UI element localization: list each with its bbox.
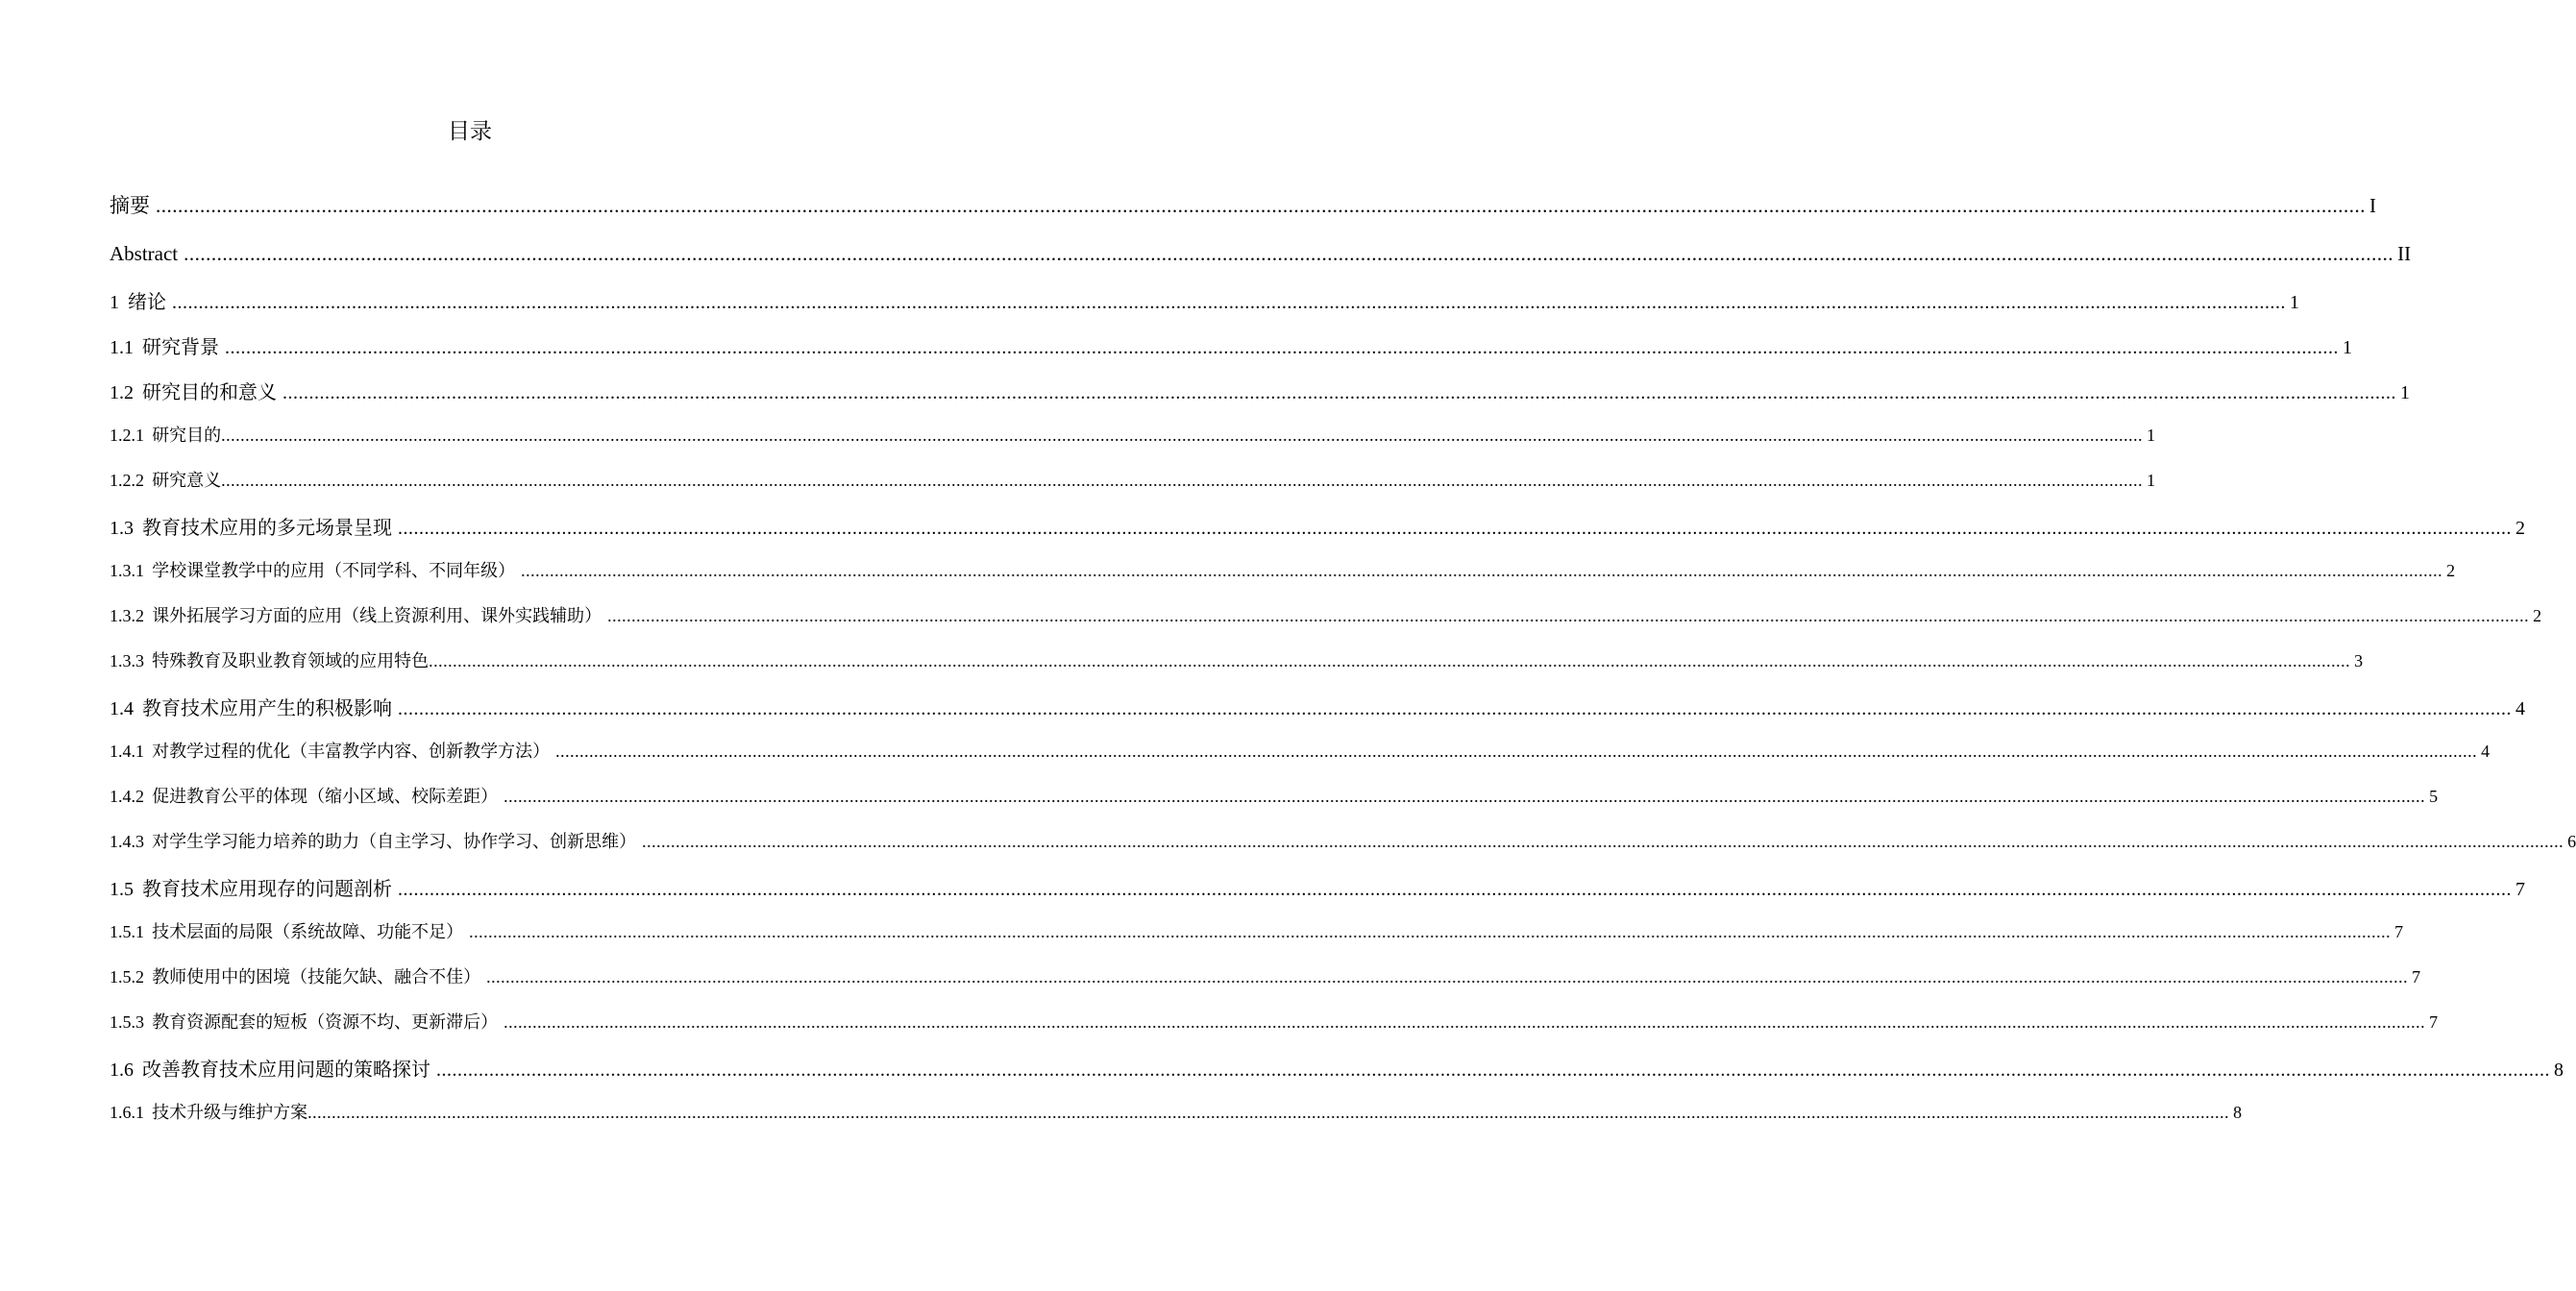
- toc-entry-number: 1: [110, 292, 119, 313]
- dot-leader: ................................................................................................................................................................................................................................................................................................................................................................................................................: [184, 242, 2394, 265]
- dot-leader: ................................................................................................................................................................................................................................................................................................................................................................................................................: [503, 1012, 2426, 1032]
- toc-entry-text: 促进教育公平的体现（缩小区域、校际差距）: [152, 787, 499, 807]
- toc-entry-label: [110, 828, 636, 853]
- toc-entry-text: 技术升级与维护方案: [152, 1103, 308, 1123]
- toc-entry-number: 1.3: [110, 518, 134, 539]
- toc-entry[interactable]: [110, 918, 2404, 963]
- toc-entry-number: 1.6.1: [110, 1103, 144, 1122]
- toc-entry-text: 研究目的和意义: [142, 380, 277, 403]
- toc-entry-label: [110, 557, 515, 582]
- toc-entry-page: 6: [2567, 832, 2576, 851]
- toc-entry-page: 7: [2515, 879, 2525, 900]
- toc-entry-text: 研究背景: [142, 335, 219, 358]
- toc-entry-label: [110, 693, 392, 720]
- toc-entry-page: 4: [2515, 698, 2525, 719]
- dot-leader: ................................................................................................................................................................................................................................................................................................................................................................................................................: [172, 292, 2286, 313]
- toc-entry-label: [110, 873, 392, 901]
- dot-leader: ................................................................................................................................................................................................................................................................................................................................................................................................................: [225, 337, 2339, 358]
- dot-leader: ................................................................................................................................................................................................................................................................................................................................................................................................................: [398, 879, 2512, 900]
- toc-entry-label: [110, 602, 601, 627]
- toc-entry-page: 1: [2343, 337, 2352, 358]
- toc-entry[interactable]: [110, 1099, 2243, 1144]
- toc-entry-number: 1.4: [110, 698, 134, 719]
- toc-entry[interactable]: [110, 512, 2525, 557]
- toc-entry[interactable]: [110, 783, 2439, 828]
- toc-entry-label: [110, 190, 150, 219]
- toc-entry-number: 1.5.3: [110, 1012, 144, 1032]
- toc-entry[interactable]: [110, 377, 2410, 422]
- toc-entry-text: 摘要: [110, 194, 150, 217]
- toc-entry-label: [110, 512, 392, 540]
- dot-leader: ................................................................................................................................................................................................................................................................................................................................................................................................................: [607, 606, 2530, 625]
- toc-entry-number: 1.3.3: [110, 651, 144, 670]
- toc-entry-page: 3: [2354, 651, 2364, 670]
- toc-entry-number: 1.5.1: [110, 922, 144, 941]
- toc-entry-label: [110, 783, 498, 808]
- toc-entry-label: [110, 286, 166, 314]
- dot-leader: ................................................................................................................................................................................................................................................................................................................................................................................................................: [503, 787, 2426, 806]
- toc-entry-text: 教育技术应用的多元场景呈现: [142, 516, 392, 539]
- toc-entry[interactable]: [110, 828, 2576, 873]
- toc-entry[interactable]: [110, 467, 2156, 512]
- page-title: 目录: [448, 119, 492, 144]
- toc-entry-text: 研究目的: [152, 426, 222, 446]
- toc-entry-label: [110, 918, 463, 943]
- toc-entry-text: 改善教育技术应用问题的策略探讨: [142, 1058, 430, 1081]
- toc-entry-number: 1.6: [110, 1060, 134, 1081]
- toc-entry-text: 技术层面的局限（系统故障、功能不足）: [152, 922, 464, 942]
- dot-leader: ................................................................................................................................................................................................................................................................................................................................................................................................................: [398, 698, 2512, 719]
- toc-entry-label: [110, 242, 178, 266]
- toc-entry[interactable]: [110, 963, 2421, 1009]
- toc-entry-label: [110, 738, 550, 763]
- toc-entry-number: 1.1: [110, 337, 134, 358]
- toc-entry-label: [110, 331, 219, 359]
- toc-entry-page: 2: [2446, 561, 2456, 580]
- toc-entry[interactable]: [110, 286, 2299, 331]
- toc-entry[interactable]: [110, 1054, 2564, 1099]
- toc-entry-text: 教育技术应用产生的积极影响: [142, 696, 392, 719]
- toc-entry-text: 对学生学习能力培养的助力（自主学习、协作学习、创新思维）: [152, 832, 637, 852]
- toc-entry-label: [110, 1009, 498, 1034]
- dot-leader: ................................................................................................................................................................................................................................................................................................................................................................................................................: [486, 967, 2409, 987]
- toc-entry[interactable]: [110, 331, 2352, 377]
- toc-entry-page: 5: [2429, 787, 2439, 806]
- toc-entry-number: 1.4.1: [110, 742, 144, 761]
- dot-leader: ................................................................................................................................................................................................................................................................................................................................................................................................................: [307, 1103, 2230, 1122]
- toc-entry-page: 8: [2233, 1103, 2243, 1122]
- toc-entry-page: 1: [2147, 426, 2156, 445]
- toc-entry-number: 1.2.2: [110, 471, 144, 490]
- toc-entry-number: 1.4.3: [110, 832, 144, 851]
- toc-entry-number: 1.5: [110, 879, 134, 900]
- toc-entry-page: 2: [2533, 606, 2542, 625]
- toc-entry[interactable]: [110, 422, 2156, 467]
- toc-entry-page: 8: [2554, 1060, 2564, 1081]
- toc-entry-text: 教育技术应用现存的问题剖析: [142, 877, 392, 900]
- toc-entry-text: Abstract: [110, 242, 179, 265]
- dot-leader: ................................................................................................................................................................................................................................................................................................................................................................................................................: [282, 382, 2396, 403]
- toc-entry-page: 7: [2429, 1012, 2439, 1032]
- toc-entry[interactable]: [110, 738, 2490, 783]
- toc-entry-text: 对教学过程的优化（丰富教学内容、创新教学方法）: [152, 742, 551, 762]
- toc-entry-page: 7: [2412, 967, 2421, 987]
- toc-entry-page: II: [2397, 242, 2412, 265]
- dot-leader: ................................................................................................................................................................................................................................................................................................................................................................................................................: [429, 651, 2351, 670]
- toc-entry-number: 1.3.2: [110, 606, 144, 625]
- toc-entry-number: 1.3.1: [110, 561, 144, 580]
- toc-entry-number: 1.4.2: [110, 787, 144, 806]
- toc-entry-label: [110, 647, 429, 672]
- toc-entry-text: 绪论: [128, 290, 166, 313]
- toc-entry-label: [110, 1054, 430, 1082]
- toc-entry[interactable]: [110, 190, 2376, 242]
- toc-entry-page: 2: [2515, 518, 2525, 539]
- toc-entry[interactable]: [110, 873, 2525, 918]
- toc-entry-label: [110, 422, 221, 447]
- toc-entry-page: I: [2369, 194, 2376, 217]
- toc-entry-text: 课外拓展学习方面的应用（线上资源利用、课外实践辅助）: [152, 606, 602, 626]
- dot-leader: ................................................................................................................................................................................................................................................................................................................................................................................................................: [469, 922, 2392, 941]
- dot-leader: ................................................................................................................................................................................................................................................................................................................................................................................................................: [642, 832, 2564, 851]
- toc-entry-text: 研究意义: [152, 471, 222, 491]
- toc-entry-number: 1.2: [110, 382, 134, 403]
- toc-entry-text: 教育资源配套的短板（资源不均、更新滞后）: [152, 1012, 499, 1033]
- toc-entry[interactable]: [110, 647, 2364, 693]
- toc-entry-text: 教师使用中的困境（技能欠缺、融合不佳）: [152, 967, 481, 987]
- toc-entry-number: 1.5.2: [110, 967, 144, 987]
- toc-entry[interactable]: [110, 693, 2525, 738]
- toc-entry-label: [110, 377, 277, 404]
- toc-entry-page: 4: [2481, 742, 2490, 761]
- dot-leader: ................................................................................................................................................................................................................................................................................................................................................................................................................: [221, 426, 2144, 445]
- dot-leader: ................................................................................................................................................................................................................................................................................................................................................................................................................: [221, 471, 2144, 490]
- toc-entry-label: [110, 1099, 307, 1124]
- toc-entry-number: 1.2.1: [110, 426, 144, 445]
- toc-entry-page: 1: [2400, 382, 2410, 403]
- toc-entry[interactable]: [110, 242, 2412, 286]
- dot-leader: ................................................................................................................................................................................................................................................................................................................................................................................................................: [436, 1060, 2550, 1081]
- dot-leader: ................................................................................................................................................................................................................................................................................................................................................................................................................: [521, 561, 2443, 580]
- toc-entry[interactable]: [110, 1009, 2439, 1054]
- toc-entry-text: 学校课堂教学中的应用（不同学科、不同年级）: [152, 561, 516, 581]
- toc-entry-page: 7: [2394, 922, 2404, 941]
- toc-entry-page: 1: [2290, 292, 2299, 313]
- dot-leader: ................................................................................................................................................................................................................................................................................................................................................................................................................: [156, 194, 2366, 217]
- dot-leader: ................................................................................................................................................................................................................................................................................................................................................................................................................: [398, 518, 2512, 539]
- toc-entry-text: 特殊教育及职业教育领域的应用特色: [152, 651, 429, 671]
- toc-entry-label: [110, 467, 221, 492]
- toc-entry[interactable]: [110, 602, 2542, 647]
- toc-entry-label: [110, 963, 480, 988]
- toc-entry-page: 1: [2147, 471, 2156, 490]
- dot-leader: ................................................................................................................................................................................................................................................................................................................................................................................................................: [555, 742, 2478, 761]
- table-of-contents: [110, 190, 2576, 1144]
- toc-entry[interactable]: [110, 557, 2456, 602]
